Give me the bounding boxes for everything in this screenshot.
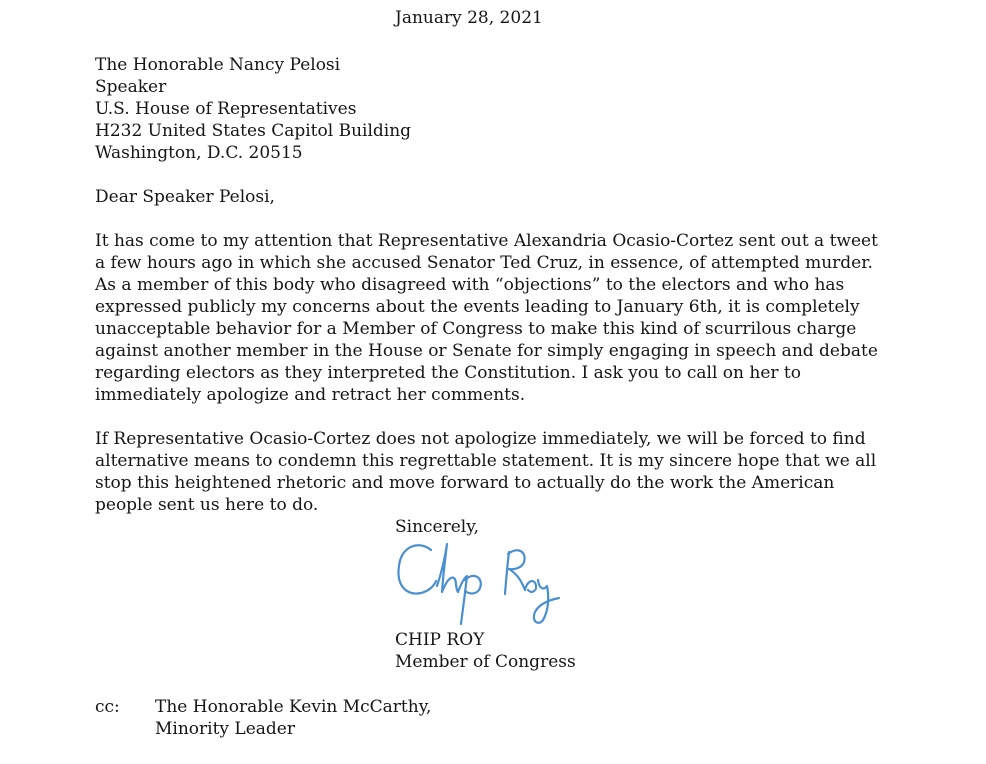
address-line: H232 United States Capitol Building — [95, 121, 412, 141]
cc-label: cc: — [95, 697, 120, 717]
address-line: Washington, D.C. 20515 — [95, 143, 303, 163]
closing — [395, 516, 695, 538]
signer-title: Member of Congress — [395, 652, 576, 672]
salutation-text: Dear Speaker Pelosi, — [95, 187, 275, 207]
paragraph-line: people sent us here to do. — [95, 495, 319, 515]
address-line: U.S. House of Representatives — [95, 99, 357, 119]
closing-text: Sincerely, — [395, 517, 479, 537]
address-line: Speaker — [95, 77, 167, 97]
paragraph-line: stop this heightened rhetoric and move forward to actually do the work the American — [95, 473, 835, 493]
handwritten-signature — [393, 536, 573, 628]
cc-recipients — [155, 696, 431, 740]
paragraph-line: As a member of this body who disagreed with “objections” to the electors and who has — [95, 275, 845, 295]
paragraph-line: unacceptable behavior for a Member of Congress to make this kind of scurrilous charge — [95, 319, 857, 339]
salutation — [95, 186, 895, 208]
paragraph-line: It has come to my attention that Representative Alexandria Ocasio-Cortez sent out a tweet — [95, 231, 878, 251]
address-line: The Honorable Nancy Pelosi — [95, 55, 341, 75]
body-paragraph-2 — [95, 428, 895, 516]
paragraph-line: If Representative Ocasio-Cortez does not apologize immediately, we will be forced to find — [95, 429, 866, 449]
paragraph-line: a few hours ago in which she accused Senator Ted Cruz, in essence, of attempted murder. — [95, 253, 873, 273]
paragraph-line: expressed publicly my concerns about the events leading to January 6th, it is completely — [95, 297, 860, 317]
cc-line: The Honorable Kevin McCarthy, — [155, 697, 432, 717]
paragraph-line: alternative means to condemn this regrettable statement. It is my sincere hope that we all — [95, 451, 877, 471]
paragraph-line: regarding electors as they interpreted the Constitution. I ask you to call on her to — [95, 363, 801, 383]
signer-name: CHIP ROY — [395, 630, 485, 650]
body-paragraph-1 — [95, 230, 895, 406]
paragraph-line: immediately apologize and retract her comments. — [95, 385, 526, 405]
cc-line: Minority Leader — [155, 719, 295, 739]
signer-block — [395, 629, 695, 673]
letter-date: January 28, 2021 — [395, 8, 543, 28]
paragraph-line: against another member in the House or Senate for simply engaging in speech and debate — [95, 341, 878, 361]
recipient-address — [95, 54, 895, 164]
